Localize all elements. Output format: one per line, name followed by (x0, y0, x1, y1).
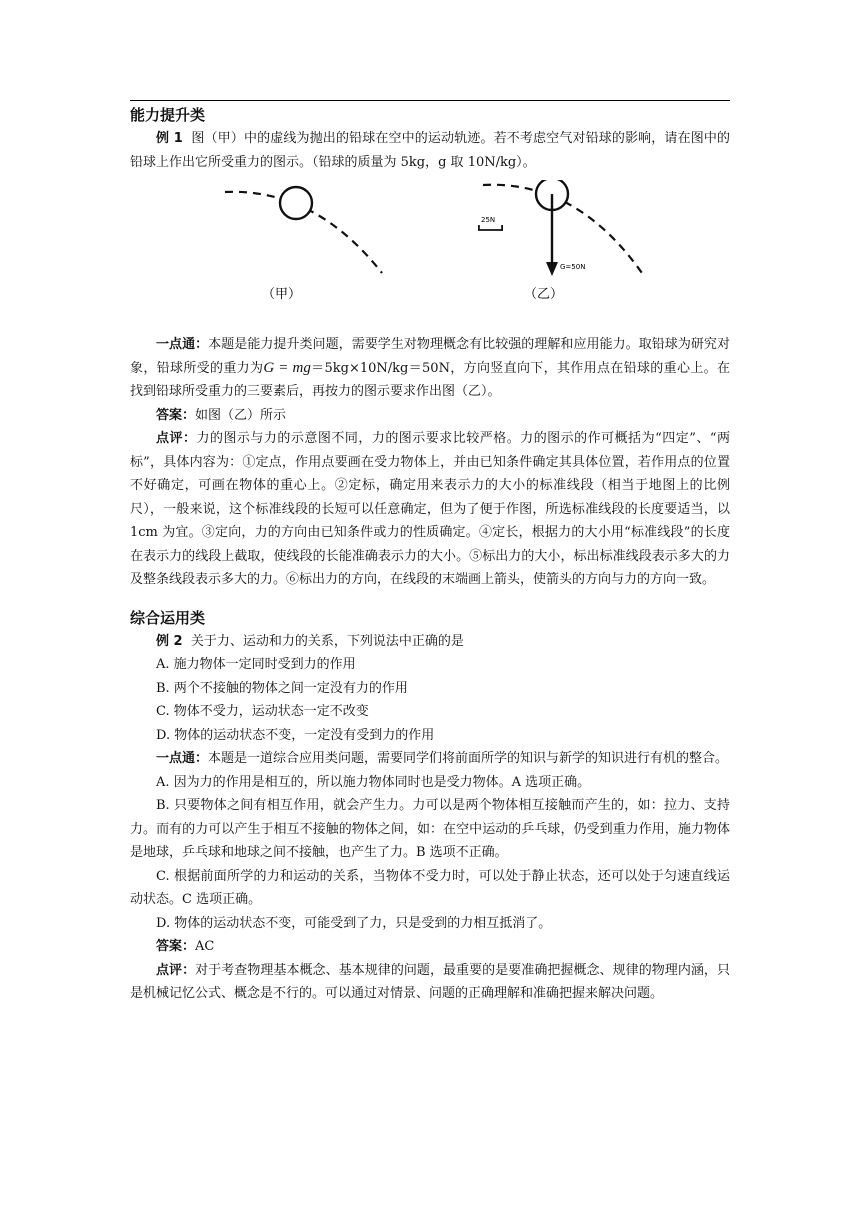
comment-text: 力的图示与力的示意图不同，力的图示要求比较严格。力的图示的作可概括为“四定”、“两标”，具体内容为：①定点，作用点要画在受力物体上，并由已知条件确定其具体位置，若作用点的位置不好确定，可画在物体的重心上。②定标，确定用来表示力的大小的标准线段（相当于地图上的比例尺），一般来说，这个标准线段的长短可以任意确定，但为了便于作图，所选标准线段的长度要适当，以 1cm 为宜。③定向，力的方向由已知条件或力的性质确定。④定长，根据力的大小用“标准线段”的长度在表示力的线段上截取，使线段的长能准确表示力的大小。⑤标出力的大小，标出标准线段表示多大的力及整条线段表示多大的力。⑥标出力的方向，在线段的末端画上箭头，使箭头的方向与力的方向一致。 (130, 431, 730, 587)
figure-yi-caption: （乙） (524, 287, 564, 302)
option-d: D. 物体的运动状态不变，一定没有受到力的作用 (156, 727, 435, 743)
example-1-answer (130, 404, 730, 428)
example-1-hint (130, 333, 730, 404)
scale-label: 25N (481, 216, 496, 224)
figure-row (130, 180, 730, 323)
example-2-hint (130, 747, 730, 771)
option-c: C. 物体不受力，运动状态一定不改变 (156, 704, 369, 719)
answer-label: 答案： (156, 407, 196, 423)
example-2-text: 关于力、运动和力的关系，下列说法中正确的是 (190, 633, 464, 649)
example-1-question (130, 127, 730, 174)
example-1-comment (130, 427, 730, 592)
force-label: G=50N (560, 263, 586, 271)
shot-put-ball (280, 187, 312, 219)
example-2-question (130, 630, 730, 654)
example-2-answer (130, 935, 730, 959)
analysis-d: D. 物体的运动状态不变，可能受到了力，只是受到的力相互抵消了。 (156, 915, 552, 931)
comment-label: 点评： (156, 431, 197, 446)
hint-text: 本题是一道综合应用类问题，需要同学们将前面所学的知识与新学的知识进行有机的整合。 (208, 751, 729, 766)
example-1-text: 图（甲）中的虚线为抛出的铅球在空中的运动轨迹。若不考虑空气对铅球的影响，请在图中的铅球上作出它所受重力的图示。（铅球的质量为 5kg，g 取 10N/kg）。 (130, 131, 730, 170)
answer-text: 如图（乙）所示 (195, 407, 287, 423)
section-title-comprehensive: 综合运用类 (130, 608, 206, 627)
answer-text: AC (195, 939, 215, 954)
example-2-comment (130, 959, 730, 1006)
figure-yi (478, 180, 668, 323)
option-b: B. 两个不接触的物体之间一定没有力的作用 (156, 680, 408, 696)
hint-label: 一点通： (156, 337, 209, 352)
analysis-a: A. 因为力的作用是相互的，所以施力物体同时也是受力物体。A 选项正确。 (156, 774, 591, 790)
comment-label: 点评： (156, 962, 196, 978)
comment-text: 对于考查物理基本概念、基本规律的问题，最重要的是要准确把握概念、规律的物理内涵，只是机械记忆公式、概念是不行的。可以通过对情景、问题的正确理解和准确把握来解决问题。 (130, 962, 730, 1001)
hint-text-a: 本题是能力提升类问题，需要学生对物理概念有比较强的理解和应用能力。取铅球为研究对象，铅球所受的重力为 (130, 337, 730, 376)
figure-jia (220, 180, 395, 323)
header-rule (130, 100, 730, 101)
gravity-formula: G = mg (263, 359, 311, 376)
section-title-ability: 能力提升类 (130, 106, 206, 124)
document-page (130, 100, 730, 1006)
hint-text-b: ＝5kg×10N/kg＝50N，方向竖直向下，其作用点在铅球的重心上。在找到铅球所受重力的三要素后，再按力的图示要求作出图（乙）。 (130, 360, 730, 399)
answer-label: 答案： (156, 939, 196, 954)
analysis-b: B. 只要物体之间有相互作用，就会产生力。力可以是两个物体相互接触而产生的，如：拉力、支持力。而有的力可以产生于相互不接触的物体之间，如：在空中运动的乒乓球，仍受到重力作用，施力物体是地球，乒乓球和地球之间不接触，也产生了力。B 选项不正确。 (130, 798, 730, 860)
example-2-label: 例 2 (156, 633, 183, 649)
gravity-arrow-head (546, 262, 558, 276)
hint-label: 一点通： (156, 751, 209, 766)
example-1-label: 例 1 (156, 131, 183, 146)
figure-jia-caption: （甲） (262, 287, 302, 302)
option-a: A. 施力物体一定同时受到力的作用 (156, 657, 356, 672)
analysis-c: C. 根据前面所学的力和运动的关系，当物体不受力时，可以处于静止状态，还可以处于匀速直线运动状态。C 选项正确。 (130, 868, 730, 907)
